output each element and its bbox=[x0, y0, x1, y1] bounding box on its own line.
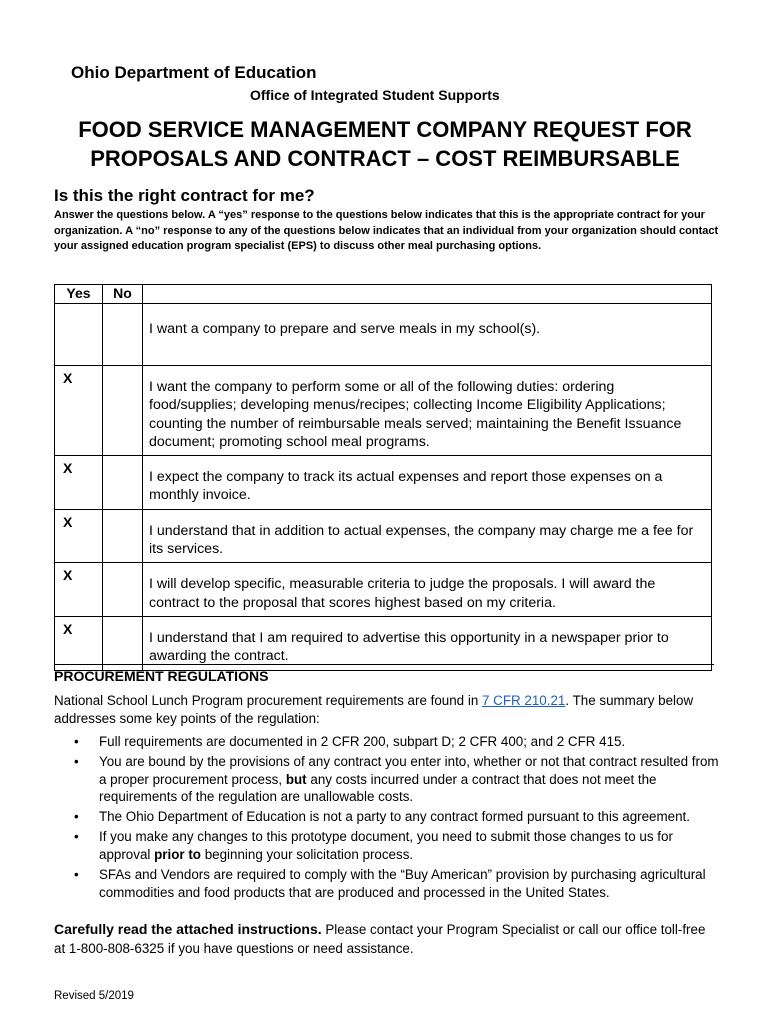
section-divider bbox=[54, 664, 714, 665]
table-row bbox=[55, 456, 712, 510]
no-cell[interactable] bbox=[103, 563, 143, 617]
table-row bbox=[55, 509, 712, 563]
answer-instructions: Answer the questions below. A “yes” response to the questions below indicates that this is the appropriate contract for your organization. A “no” response to any of the questions below indicates that an individual from your organization should contact your assigned education program specialist (EPS) to discuss other meal purchasing options. bbox=[54, 209, 719, 252]
yes-cell[interactable]: X bbox=[55, 563, 103, 617]
list-item bbox=[54, 866, 719, 901]
yes-cell[interactable]: X bbox=[55, 456, 103, 510]
closing-text: Please contact your Program Specialist or call our office toll-free at 1-800-808-6325 if you have questions or need assistance. bbox=[54, 922, 706, 956]
statement-cell: I expect the company to track its actual expenses and report those expenses on a monthly invoice. bbox=[143, 456, 712, 510]
bullet-icon: • bbox=[74, 754, 79, 770]
page-title bbox=[40, 115, 730, 173]
list-item-text-end: any costs incurred under a contract that does not meet the requirements of the regulation are unallowable costs. bbox=[99, 771, 657, 805]
yes-cell[interactable]: X bbox=[55, 616, 103, 670]
list-item-text: The Ohio Department of Education is not a party to any contract formed pursuant to this agreement. bbox=[99, 809, 690, 825]
statement-cell: I will develop specific, measurable criteria to judge the proposals. I will award the contract to the proposal that scores highest based on my criteria. bbox=[143, 563, 712, 617]
title-line-2: PROPOSALS AND CONTRACT – COST REIMBURSABLE bbox=[90, 146, 680, 171]
office-name: Office of Integrated Student Supports bbox=[250, 87, 500, 103]
no-cell[interactable] bbox=[103, 304, 143, 366]
procurement-heading: PROCUREMENT REGULATIONS bbox=[54, 668, 269, 684]
statement-cell: I want the company to perform some or all of the following duties: ordering food/supplies; developing menus/recipes; collecting Income Eligibility Applications; counting the number of reimbursable meals served; maintaining the Benefit Issuance document; promoting school meal programs. bbox=[143, 366, 712, 456]
statement-cell: I understand that I am required to advertise this opportunity in a newspaper prior to awarding the contract. bbox=[143, 616, 712, 670]
list-item-emphasis: but bbox=[285, 771, 307, 787]
yes-cell[interactable]: X bbox=[55, 509, 103, 563]
list-item-emphasis: prior to bbox=[154, 847, 201, 863]
procurement-intro-text-end: . The summary below addresses some key points of the regulation: bbox=[54, 693, 694, 726]
list-item-text: Full requirements are documented in 2 CFR 200, subpart D; 2 CFR 400; and 2 CFR 415. bbox=[99, 734, 626, 749]
yes-cell[interactable]: X bbox=[55, 366, 103, 456]
list-item bbox=[54, 828, 719, 863]
question-heading: Is this the right contract for me? bbox=[54, 186, 315, 205]
no-cell[interactable] bbox=[103, 509, 143, 563]
table-row bbox=[55, 366, 712, 456]
department-name: Ohio Department of Education bbox=[71, 63, 317, 82]
title-line-1: FOOD SERVICE MANAGEMENT COMPANY REQUEST FOR bbox=[78, 117, 692, 142]
closing-emphasis: Carefully read the attached instructions. bbox=[54, 921, 322, 937]
no-cell[interactable] bbox=[103, 456, 143, 510]
statement-cell: I want a company to prepare and serve meals in my school(s). bbox=[143, 304, 712, 366]
cfr-link[interactable]: 7 CFR 210.21 bbox=[482, 693, 566, 708]
column-header-no: No bbox=[103, 285, 143, 304]
yes-cell[interactable] bbox=[55, 304, 103, 366]
list-item bbox=[54, 753, 719, 806]
list-item-text: If you make any changes to this prototype document, you need to submit those changes to us for approval bbox=[99, 829, 673, 863]
column-header-statement bbox=[143, 285, 712, 304]
bullet-icon: • bbox=[74, 734, 79, 749]
procurement-intro-text: National School Lunch Program procurement requirements are found in bbox=[54, 693, 482, 708]
bullet-icon: • bbox=[74, 867, 79, 883]
table-header-row bbox=[55, 285, 712, 304]
list-item bbox=[54, 733, 719, 751]
table-row bbox=[55, 616, 712, 670]
list-item-text-end: beginning your solicitation process. bbox=[200, 847, 414, 863]
column-header-yes: Yes bbox=[55, 285, 103, 304]
no-cell[interactable] bbox=[103, 616, 143, 670]
no-cell[interactable] bbox=[103, 366, 143, 456]
closing-note bbox=[54, 920, 719, 958]
regulation-list bbox=[54, 733, 719, 904]
bullet-icon: • bbox=[74, 829, 79, 845]
statement-cell: I understand that in addition to actual expenses, the company may charge me a fee for its services. bbox=[143, 509, 712, 563]
procurement-intro bbox=[54, 692, 719, 728]
revision-date: Revised 5/2019 bbox=[54, 990, 134, 1002]
table-row bbox=[55, 304, 712, 366]
list-item-text: SFAs and Vendors are required to comply with the “Buy American” provision by purchasing agricultural commodities and food products that are produced and processed in the United States. bbox=[99, 867, 706, 900]
bullet-icon: • bbox=[74, 809, 79, 825]
table-row bbox=[55, 563, 712, 617]
list-item-text: You are bound by the provisions of any contract you enter into, whether or not that contract resulted from a proper procurement process, bbox=[99, 754, 719, 787]
eligibility-table bbox=[54, 284, 712, 671]
list-item bbox=[54, 808, 719, 826]
